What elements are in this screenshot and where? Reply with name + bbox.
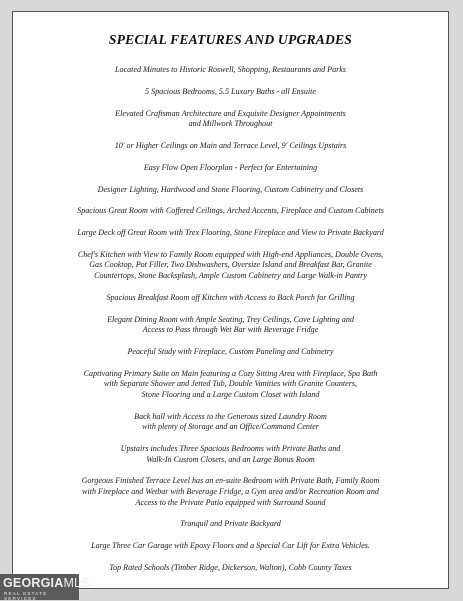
feature-line: Top Rated Schools (Timber Ridge, Dickerson, Walton), Cobb County Taxes: [109, 563, 352, 572]
feature-line: Easy Flow Open Floorplan - Perfect for Entertaining: [143, 162, 318, 172]
feature-line: Countertops, Stone Backsplash, Ample Custom Cabinetry and Large Walk-in Pantry: [94, 271, 367, 281]
feature-line: Spacious Breakfast Room off Kitchen with Access to Back Porch for Grilling: [106, 292, 355, 302]
feature-item: [107, 315, 354, 336]
document-page: [12, 11, 449, 589]
feature-list: [13, 65, 448, 574]
feature-line: Tranquil and Private Backyard: [180, 519, 281, 529]
feature-line: Spacious Great Room with Coffered Ceilings, Arched Accents, Fireplace and Custom Cabinets: [77, 206, 384, 216]
feature-line: Captivating Primary Suite on Main featuring a Cozy Sitting Area with Fireplace, Spa Bath: [83, 368, 378, 378]
feature-item: [91, 541, 370, 552]
feature-line: Access to the Private Patio equipped with Surround Sound: [135, 497, 326, 507]
feature-item: [115, 141, 347, 152]
feature-line: Stone Flooring and a Large Custom Closet with Island: [141, 389, 320, 399]
feature-line: Elevated Craftsman Architecture and Exquisite Designer Appointments: [115, 108, 346, 118]
feature-line: Peaceful Study with Fireplace, Custom Paneling and Cabinetry: [127, 346, 334, 356]
feature-line: Gorgeous Finished Terrace Level has an en-suite Bedroom with Private Bath, Family Room: [81, 476, 380, 486]
feature-item: [121, 444, 341, 465]
feature-line: Large Deck off Great Room with Trex Flooring, Stone Fireplace and View to Private Backyard: [77, 228, 384, 238]
feature-item: [180, 519, 281, 530]
feature-line: with plenty of Storage and an Office/Command Center: [142, 422, 319, 432]
logo-wordmark: GEORGIAMLS: [3, 576, 90, 590]
feature-item: [127, 347, 333, 358]
feature-line: Gas Cooktop, Pot Filler, Two Dishwashers, Oversize Island and Breakfast Bar, Granite: [89, 260, 372, 270]
feature-line: Chef's Kitchen with View to Family Room equipped with High-end Appliances, Double Ovens,: [77, 249, 384, 259]
feature-item: [77, 228, 384, 239]
feature-item: [109, 563, 351, 574]
feature-line: with Fireplace and Wetbar with Beverage Fridge, a Gym area and/or Recreation Room and: [82, 487, 379, 497]
feature-line: Large Three Car Garage with Epoxy Floors and a Special Car Lift for Extra Vehicles.: [91, 541, 370, 551]
page-title: SPECIAL FEATURES AND UPGRADES: [108, 32, 353, 47]
feature-item: [98, 185, 364, 196]
feature-item: [82, 476, 380, 508]
feature-line: 10' or Higher Ceilings on Main and Terrace Level, 9' Ceilings Upstairs: [114, 140, 347, 150]
feature-item: [115, 65, 346, 76]
feature-line: Elegant Dining Room with Ample Seating, Trey Ceilings, Cove Lighting and: [107, 314, 354, 324]
feature-item: [144, 163, 317, 174]
feature-item: [145, 87, 316, 98]
feature-line: Designer Lighting, Hardwood and Stone Flooring, Custom Cabinetry and Closets: [97, 184, 364, 194]
feature-line: Walk-In Custom Closets, and an Large Bonus Room: [146, 454, 315, 464]
feature-line: 5 Spacious Bedrooms, 5.5 Luxury Baths - all Ensuite: [144, 86, 316, 96]
feature-item: [84, 369, 378, 401]
feature-line: Upstairs includes Three Spacious Bedrooms with Private Baths and: [120, 444, 341, 454]
feature-item: [77, 206, 384, 217]
feature-line: Back hall with Access to the Generous sized Laundry Room: [134, 411, 327, 421]
feature-item: [115, 109, 346, 130]
logo-tagline: REAL ESTATE SERVICES: [4, 591, 48, 601]
feature-item: [106, 293, 354, 304]
georgia-mls-logo: [0, 574, 90, 601]
feature-line: and Millwork Throughout: [188, 119, 273, 129]
feature-line: Access to Pass through Wet Bar with Beverage Fridge: [142, 325, 319, 335]
feature-line: Located Minutes to Historic Roswell, Shopping, Restaurants and Parks: [114, 65, 347, 74]
feature-item: [134, 412, 327, 433]
feature-line: with Separate Shower and Jetted Tub, Double Vanities with Granite Counters,: [103, 379, 358, 389]
feature-item: [78, 250, 383, 282]
